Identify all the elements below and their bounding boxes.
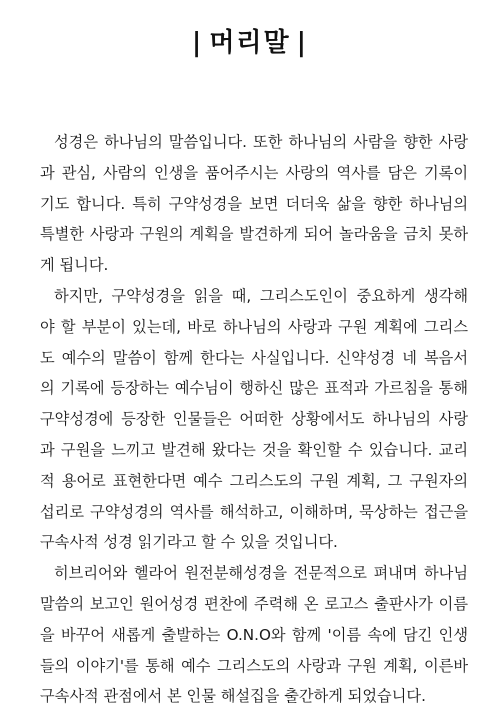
text-line: 과 구원을 느끼고 발견해 왔다는 것을 확인할 수 있습니다. 교리 [40, 440, 468, 459]
text-line: 구속사적 성경 읽기라고 할 수 있을 것입니다. [40, 533, 338, 552]
text-line: 성경은 하나님의 말씀입니다. 또한 하나님의 사람을 향한 사랑 [54, 133, 468, 151]
text-line: 구약성경에 등장한 인물들은 어떠한 상황에서도 하나님의 사랑 [40, 410, 468, 429]
title-text: 머리말 [209, 28, 291, 58]
paragraph-1 [40, 127, 468, 281]
text-line: 을 바꾸어 새롭게 출발하는 O.N.O와 함께 '이름 속에 담긴 인생 [40, 625, 468, 644]
text-line: 말씀의 보고인 원어성경 편찬에 주력해 온 로고스 출판사가 이름 [40, 594, 468, 613]
text-line: 기도 합니다. 특히 구약성경을 보면 더더욱 삶을 향한 하나님의 [40, 194, 468, 213]
title-bar-right: | [296, 28, 309, 58]
page-title [0, 22, 500, 59]
paragraph-3 [40, 558, 468, 712]
preface-body [40, 127, 468, 712]
text-line: 히브리어와 헬라어 원전분해성경을 전문적으로 펴내며 하나님 [54, 564, 468, 583]
text-line: 하지만, 구약성경을 읽을 때, 그리스도인이 중요하게 생각해 [54, 286, 468, 305]
paragraph-2 [40, 281, 468, 558]
text-line: 과 관심, 사람의 인생을 품어주시는 사랑의 역사를 담은 기록이 [40, 163, 468, 182]
text-line: 구속사적 관점에서 본 인물 해설집을 출간하게 되었습니다. [40, 687, 426, 706]
text-line: 적 용어로 표현한다면 예수 그리스도의 구원 계획, 그 구원자의 [40, 471, 468, 490]
text-line: 야 할 부분이 있는데, 바로 하나님의 사랑과 구원 계획에 그리스 [40, 317, 468, 336]
text-line: 도 예수의 말씀이 함께 한다는 사실입니다. 신약성경 네 복음서 [40, 348, 468, 367]
text-line: 특별한 사랑과 구원의 계획을 발견하게 되어 놀라움을 금치 못하 [40, 225, 468, 244]
text-line: 의 기록에 등장하는 예수님이 행하신 많은 표적과 가르침을 통해 [40, 379, 468, 398]
title-bar-left: | [191, 28, 204, 58]
text-line: 게 됩니다. [40, 256, 109, 275]
text-line: 들의 이야기'를 통해 예수 그리스도의 사랑과 구원 계획, 이른바 [40, 656, 468, 675]
text-line: 섭리로 구약성경의 역사를 해석하고, 이해하며, 묵상하는 접근을 [40, 502, 468, 521]
